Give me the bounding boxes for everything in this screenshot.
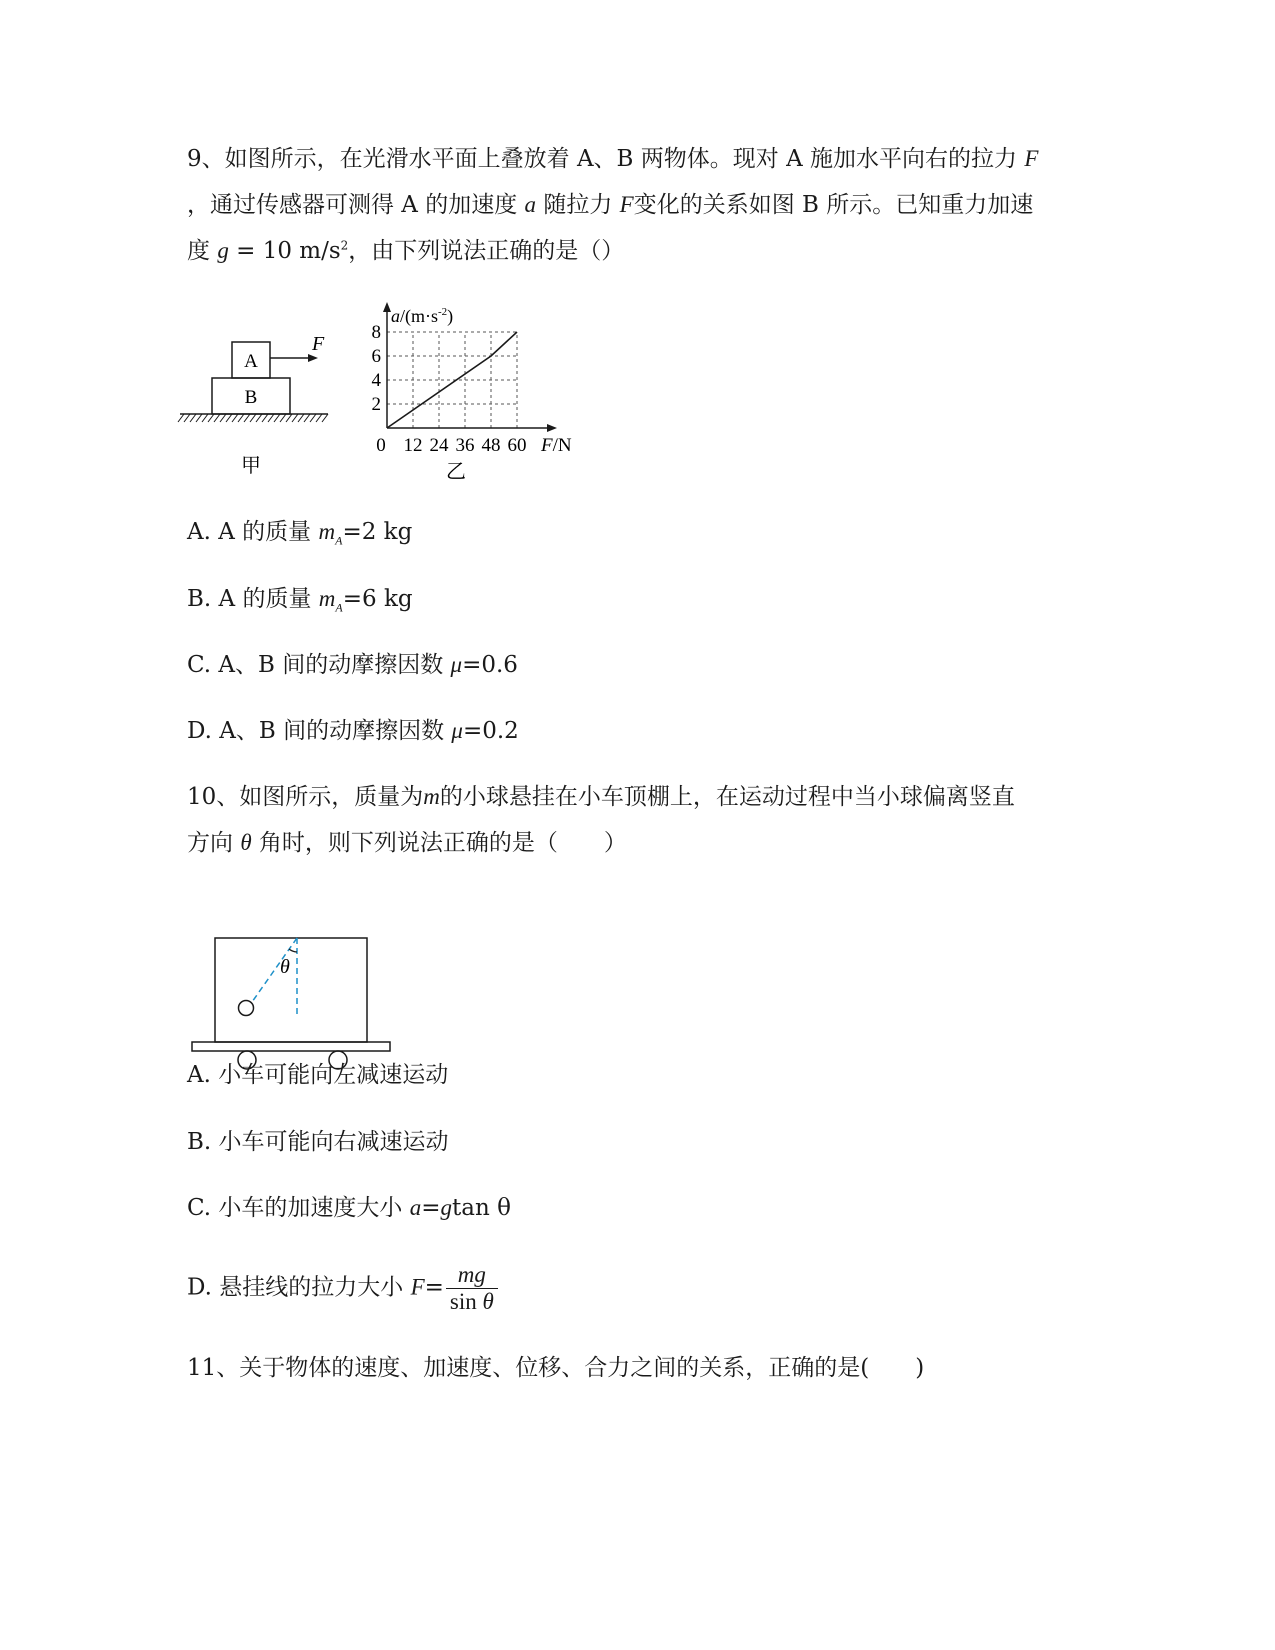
- chart-grid-horizontal: [387, 332, 517, 404]
- q9-option-c: C. A、B 间的动摩擦因数 μ=0.6: [187, 652, 518, 678]
- y-axis-arrow: [383, 302, 391, 312]
- q10-option-c: C. 小车的加速度大小 a=gtan θ: [187, 1195, 511, 1221]
- fraction: $\frac{mg}{\text{sin θ}}$: [446, 1262, 498, 1315]
- cart-platform: [192, 1042, 390, 1051]
- x-axis-arrow: [547, 424, 557, 432]
- q9-option-a: A. A 的质量 $m_A=2$ kg: [187, 519, 413, 548]
- string: [252, 938, 297, 1002]
- q9-line-3: 度 g = 10 $m/s^2$，由下列说法正确的是（）: [187, 238, 625, 264]
- x-tick-labels: [376, 435, 526, 456]
- q11-line-1: 11、关于物体的速度、加速度、位移、合力之间的关系，正确的是( ): [187, 1355, 925, 1381]
- y-tick-label: 2: [371, 394, 381, 415]
- option-subscript: A: [335, 533, 343, 548]
- q10-option-d: D. 悬挂线的拉力大小 F= $\frac{mg}{\text{sin θ}}$: [187, 1262, 498, 1315]
- x-tick-label: 0: [376, 435, 386, 456]
- q9-option-d: D. A、B 间的动摩擦因数 μ=0.2: [187, 718, 519, 744]
- x-tick-label: 60: [507, 435, 527, 456]
- figure-blocks: [180, 330, 340, 490]
- force-label: F: [312, 333, 325, 355]
- option-value: =2 kg: [342, 519, 413, 545]
- q9-option-b: B. A 的质量 $m_A=6$ kg: [187, 586, 413, 615]
- q9-line-1: 9、如图所示，在光滑水平面上叠放着 A、B 两物体。现对 A 施加水平向右的拉力 F: [187, 146, 1039, 172]
- cart-box: [215, 938, 367, 1042]
- chart-figure: [360, 300, 590, 485]
- x-tick-label: 36: [455, 435, 475, 456]
- figure-cart: [185, 928, 395, 1073]
- angle-arc: [289, 949, 297, 952]
- caption-yi: 乙: [446, 459, 466, 483]
- x-tick-label: 48: [481, 435, 501, 456]
- var-F: F: [1024, 146, 1039, 171]
- q10-option-b: B. 小车可能向右减速运动: [187, 1129, 449, 1155]
- caption-jia: 甲: [241, 453, 261, 477]
- y-tick-label: 6: [371, 346, 381, 367]
- ball: [239, 1001, 254, 1016]
- option-value: =6 kg: [342, 586, 413, 612]
- y-tick-labels: [372, 322, 382, 415]
- x-axis-label: F/N: [541, 435, 572, 456]
- y-tick-label: 4: [371, 370, 381, 391]
- q10-line-1: 10、如图所示，质量为m的小球悬挂在小车顶棚上，在运动过程中当小球偏离竖直: [187, 784, 1015, 810]
- q10-line-2: 方向 θ 角时，则下列说法正确的是（ ）: [187, 830, 627, 856]
- option-symbol: m: [318, 519, 336, 544]
- x-tick-label: 12: [403, 435, 423, 456]
- y-tick-label: 8: [371, 322, 381, 343]
- option-value: =0.6: [462, 652, 518, 678]
- force-arrow-head: [308, 354, 318, 362]
- option-symbol: μ: [450, 652, 463, 677]
- ground-hatch: [178, 414, 328, 422]
- option-subscript: A: [335, 600, 343, 615]
- x-tick-label: 24: [429, 435, 449, 456]
- q10-option-a: A. 小车可能向左减速运动: [187, 1062, 449, 1088]
- option-symbol: μ: [451, 718, 463, 743]
- angle-theta-label: θ: [280, 956, 290, 978]
- q9-line-2: ，通过传感器可测得 A 的加速度 a 随拉力 F变化的关系如图 B 所示。已知重力加速: [187, 192, 1034, 218]
- option-value: =0.2: [462, 718, 519, 744]
- option-symbol: m: [318, 586, 336, 611]
- block-a-label: A: [244, 351, 258, 372]
- block-b-label: B: [244, 387, 258, 408]
- y-axis-label: $a/(m\cdot s^{-2})$: [391, 306, 454, 326]
